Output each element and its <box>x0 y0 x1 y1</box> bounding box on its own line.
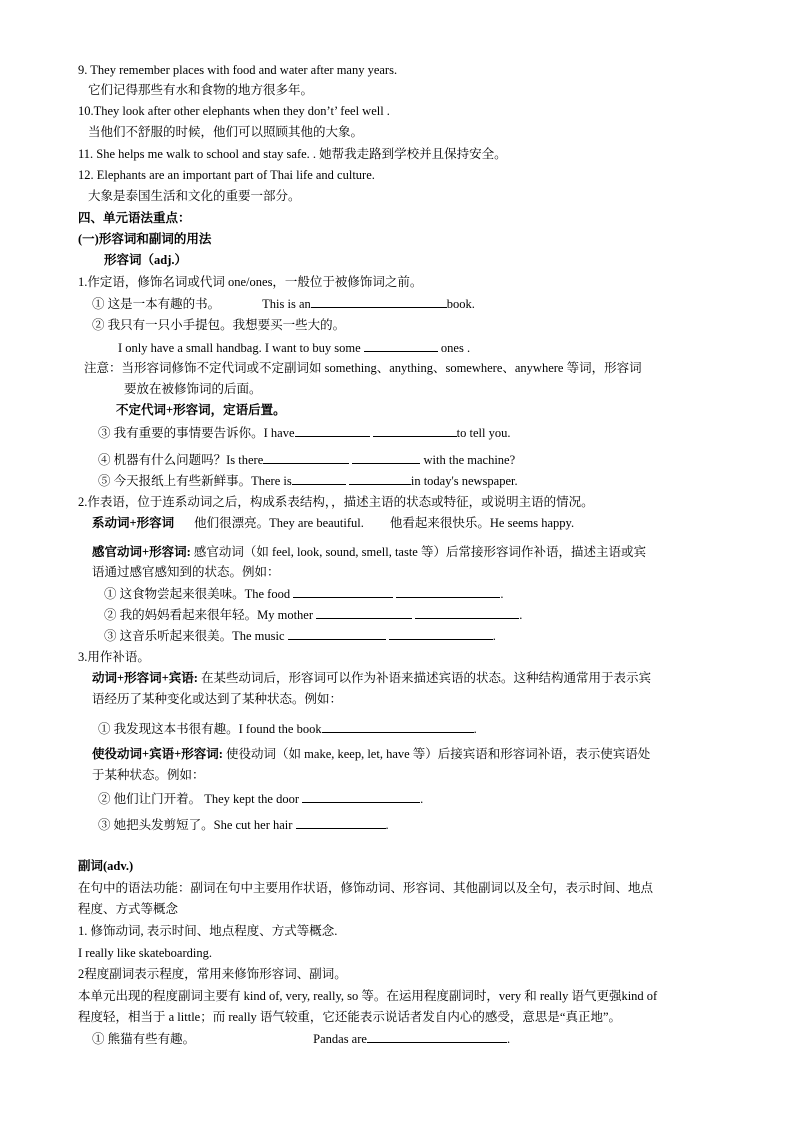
period: . <box>506 1032 511 1046</box>
exercise-mother <box>104 606 522 623</box>
answer-blank[interactable] <box>415 606 519 619</box>
period: . <box>519 608 523 622</box>
answer-blank[interactable] <box>263 451 349 464</box>
answer-blank[interactable] <box>396 585 500 598</box>
exercise-1-en: This is an <box>262 297 311 311</box>
sentence-9-en: 9. They remember places with food and water after many years. <box>78 63 398 77</box>
exercise-5-text: ⑤ 今天报纸上有些新鲜事。There is <box>98 474 292 488</box>
degree-adverb-line-2: 程度轻，相当于 a little；而 really 语气较重，它还能表示说话者发自内心的感受，意思是“真正地”。 <box>78 1010 622 1024</box>
exercise-door <box>98 790 423 807</box>
adverb-rule-1: 1. 修饰动词, 表示时间、地点程度、方式等概念. <box>78 924 338 938</box>
period: . <box>500 587 504 601</box>
exercise-3-tail: to tell you. <box>456 426 511 440</box>
answer-blank[interactable] <box>288 627 386 640</box>
causative-line <box>92 746 650 762</box>
exercise-2-zh: ② 我只有一只小手提包。我想要买一些大的。 <box>92 318 346 332</box>
sentence-12-zh: 大象是泰国生活和文化的重要一部分。 <box>88 189 301 203</box>
answer-blank[interactable] <box>316 606 412 619</box>
exercise-book <box>98 720 477 737</box>
adverb-example-1: I really like skateboarding. <box>78 946 212 960</box>
subsection-heading: (一)形容词和副词的用法 <box>78 232 212 246</box>
section-heading-grammar: 四、单元语法重点： <box>78 211 191 225</box>
causative-line-2: 于某种状态。例如： <box>92 768 205 782</box>
answer-blank[interactable] <box>349 472 411 485</box>
exercise-4 <box>98 451 515 468</box>
exercise-4-text: ④ 机器有什么问题吗？Is there <box>98 453 264 467</box>
answer-blank[interactable] <box>373 424 457 437</box>
period: . <box>473 722 477 736</box>
answer-blank[interactable] <box>302 790 420 803</box>
answer-blank[interactable] <box>292 472 346 485</box>
exercise-food <box>104 585 503 602</box>
sentence-10-zh: 当他们不舒服的时候，他们可以照顾其他的大象。 <box>88 125 364 139</box>
adjective-heading: 形容词（adj.） <box>104 253 187 267</box>
exercise-music-text: ③ 这音乐听起来很美。The music <box>104 629 285 643</box>
verb-adj-object-desc: 在某些动词后，形容词可以作为补语来描述宾语的状态。这种结构通常用于表示宾 <box>197 671 652 685</box>
sentence-9-zh: 它们记得那些有水和食物的地方很多年。 <box>88 83 314 97</box>
answer-blank[interactable] <box>293 585 393 598</box>
sense-verb-label: 感官动词+形容词: <box>92 545 191 559</box>
rule-2: 2.作表语，位于连系动词之后，构成系表结构，，描述主语的状态或特征，或说明主语的情况。 <box>78 495 594 509</box>
exercise-music <box>104 627 496 644</box>
sentence-10-en: 10.They look after other elephants when they don’t’ feel well . <box>78 104 390 118</box>
causative-desc: 使役动词（如 make, keep, let, have 等）后接宾语和形容词补语，表示使宾语处 <box>222 747 651 761</box>
verb-adj-object-line-2: 语经历了某种变化或达到了某种状态。例如： <box>92 692 343 706</box>
answer-blank[interactable] <box>311 295 447 308</box>
adverb-rule-2: 2程度副词表示程度，常用来修饰形容词、副词。 <box>78 967 347 981</box>
degree-adverb-line-1: 本单元出现的程度副词主要有 kind of, very, really, so 等。在运用程度副词时，very 和 really 语气更强kind of <box>78 989 658 1003</box>
note-line-2: 要放在被修饰词的后面。 <box>124 382 262 396</box>
exercise-5-tail: in today's newspaper. <box>410 474 518 488</box>
exercise-mother-text: ② 我的妈妈看起来很年轻。My mother <box>104 608 314 622</box>
note-rule: 不定代词+形容词，定语后置。 <box>116 403 286 417</box>
adverb-heading: 副词(adv.) <box>78 859 134 873</box>
adverb-function-2: 程度、方式等概念 <box>78 902 179 916</box>
sense-verb-line <box>92 544 646 560</box>
exercise-3 <box>98 424 510 441</box>
sentence-11: 11. She helps me walk to school and stay safe. . 她帮我走路到学校并且保持安全。 <box>78 147 507 161</box>
sense-verb-line-2: 语通过感官感知到的状态。例如： <box>92 565 280 579</box>
exercise-4-tail: with the machine? <box>423 453 516 467</box>
answer-blank[interactable] <box>296 816 386 829</box>
exercise-2-prefix: I only have a small handbag. I want to buy some <box>118 341 361 355</box>
sense-verb-desc: 感官动词（如 feel, look, sound, smell, taste 等）后常接形容词作补语，描述主语或宾 <box>190 545 646 559</box>
adverb-function-1: 在句中的语法功能：副词在句中主要用作状语，修饰动词、形容词、其他副词以及全句，表示时间、地点 <box>78 881 654 895</box>
linking-verb-example-1: 他们很漂亮。They are beautiful. <box>194 516 364 530</box>
rule-3: 3.用作补语。 <box>78 650 150 664</box>
period: . <box>385 818 389 832</box>
answer-blank[interactable] <box>389 627 493 640</box>
exercise-pandas-en: Pandas are <box>313 1032 367 1046</box>
linking-verb-label: 系动词+形容词 <box>92 516 175 530</box>
answer-blank[interactable] <box>352 451 420 464</box>
exercise-hair-text: ③ 她把头发剪短了。She cut her hair <box>98 818 293 832</box>
exercise-3-text: ③ 我有重要的事情要告诉你。I have <box>98 426 295 440</box>
exercise-food-text: ① 这食物尝起来很美味。The food <box>104 587 291 601</box>
period: . <box>420 792 424 806</box>
answer-blank[interactable] <box>295 424 370 437</box>
answer-blank[interactable] <box>322 720 474 733</box>
period: . <box>492 629 496 643</box>
exercise-door-text: ② 他们让门开着。 They kept the door <box>98 792 300 806</box>
sentence-12-en: 12. Elephants are an important part of Thai life and culture. <box>78 168 375 182</box>
note-line-1: 注意：当形容词修饰不定代词或不定副词如 something、anything、somewhere、anywhere 等词，形容词 <box>84 361 642 375</box>
exercise-pandas <box>92 1030 510 1047</box>
exercise-2-tail: ones . <box>440 341 471 355</box>
answer-blank[interactable] <box>367 1030 507 1043</box>
exercise-1 <box>92 295 475 312</box>
exercise-1-zh: ① 这是一本有趣的书。 <box>92 297 221 311</box>
exercise-book-text: ① 我发现这本书很有趣。I found the book <box>98 722 322 736</box>
answer-blank[interactable] <box>364 339 438 352</box>
exercise-pandas-zh: ① 熊猫有些有趣。 <box>92 1032 196 1046</box>
linking-verb-line <box>92 515 574 531</box>
verb-adj-object-label: 动词+形容词+宾语: <box>92 671 198 685</box>
exercise-1-tail: book. <box>446 297 475 311</box>
exercise-5 <box>98 472 518 489</box>
exercise-hair <box>98 816 389 833</box>
verb-adj-object-line <box>92 670 651 686</box>
exercise-2-en <box>118 339 470 356</box>
rule-1: 1.作定语，修饰名词或代词 one/ones，一般位于被修饰词之前。 <box>78 275 423 289</box>
linking-verb-example-2: 他看起来很快乐。He seems happy. <box>389 516 575 530</box>
causative-label: 使役动词+宾语+形容词: <box>92 747 223 761</box>
